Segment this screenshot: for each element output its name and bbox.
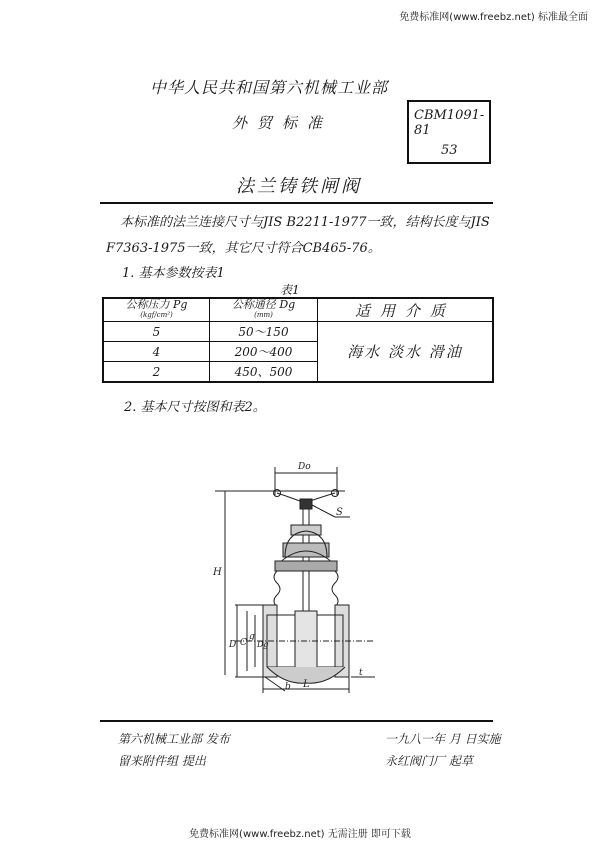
label-g: g bbox=[249, 632, 255, 642]
cell-pg: 2 bbox=[103, 362, 210, 383]
label-b: b bbox=[285, 682, 291, 692]
section-1-heading: 1. 基本参数按表1 bbox=[122, 266, 225, 281]
standard-code-box bbox=[407, 100, 491, 164]
table-caption: 表1 bbox=[280, 283, 300, 297]
cell-pg: 4 bbox=[103, 342, 210, 362]
parameter-table bbox=[102, 297, 494, 383]
cell-dg: 200～400 bbox=[210, 342, 318, 362]
label-dg: Dg bbox=[257, 640, 269, 649]
cell-media: 海水 淡水 滑油 bbox=[318, 322, 494, 383]
page-number: 53 bbox=[441, 143, 458, 158]
footer-proposer: 留来附件组 提出 bbox=[118, 754, 206, 768]
header-applicable-media: 适用介质 bbox=[318, 298, 494, 322]
document-title: 法兰铸铁闸阀 bbox=[236, 176, 362, 197]
footer-issuer: 第六机械工业部 发布 bbox=[118, 732, 230, 746]
cell-dg: 450、500 bbox=[210, 362, 318, 383]
label-do: Do bbox=[298, 462, 311, 472]
section-2-heading: 2. 基本尺寸按图和表2。 bbox=[124, 400, 266, 415]
watermark-bottom: 免费标准网(www.freebz.net) 无需注册 即可下载 bbox=[189, 829, 411, 840]
header-nominal-pressure: 公称压力 Pg (kgf/cm²) bbox=[103, 298, 210, 322]
cell-pg: 5 bbox=[103, 322, 210, 342]
footer-drafter: 永红阀门厂 起草 bbox=[385, 754, 473, 768]
label-h: H bbox=[213, 567, 222, 578]
header-nominal-diameter: 公称通径 Dg (mm) bbox=[210, 298, 318, 322]
table-header-row bbox=[103, 298, 493, 322]
watermark-top: 免费标准网(www.freebz.net) 标准最全面 bbox=[399, 12, 588, 23]
label-l: L bbox=[303, 679, 310, 690]
label-s: S bbox=[336, 507, 343, 518]
footer-divider bbox=[100, 720, 493, 722]
standard-category: 外贸标准 bbox=[232, 114, 333, 132]
table-row bbox=[103, 322, 493, 342]
intro-line-1: 本标准的法兰连接尺寸与JIS B2211-1977一致，结构长度与JIS bbox=[120, 215, 490, 230]
cell-dg: 50～150 bbox=[210, 322, 318, 342]
label-t: t bbox=[359, 668, 363, 678]
footer-effective-date: 一九八一年 月 日实施 bbox=[385, 732, 501, 746]
label-d: D bbox=[229, 640, 237, 650]
ministry-name: 中华人民共和国第六机械工业部 bbox=[150, 78, 389, 97]
gate-valve-drawing bbox=[205, 455, 385, 695]
title-divider bbox=[100, 202, 493, 204]
intro-line-2: F7363-1975一致，其它尺寸符合CB465-76。 bbox=[106, 241, 381, 256]
standard-code: CBM1091-81 bbox=[414, 108, 485, 138]
label-c: C bbox=[240, 638, 247, 648]
